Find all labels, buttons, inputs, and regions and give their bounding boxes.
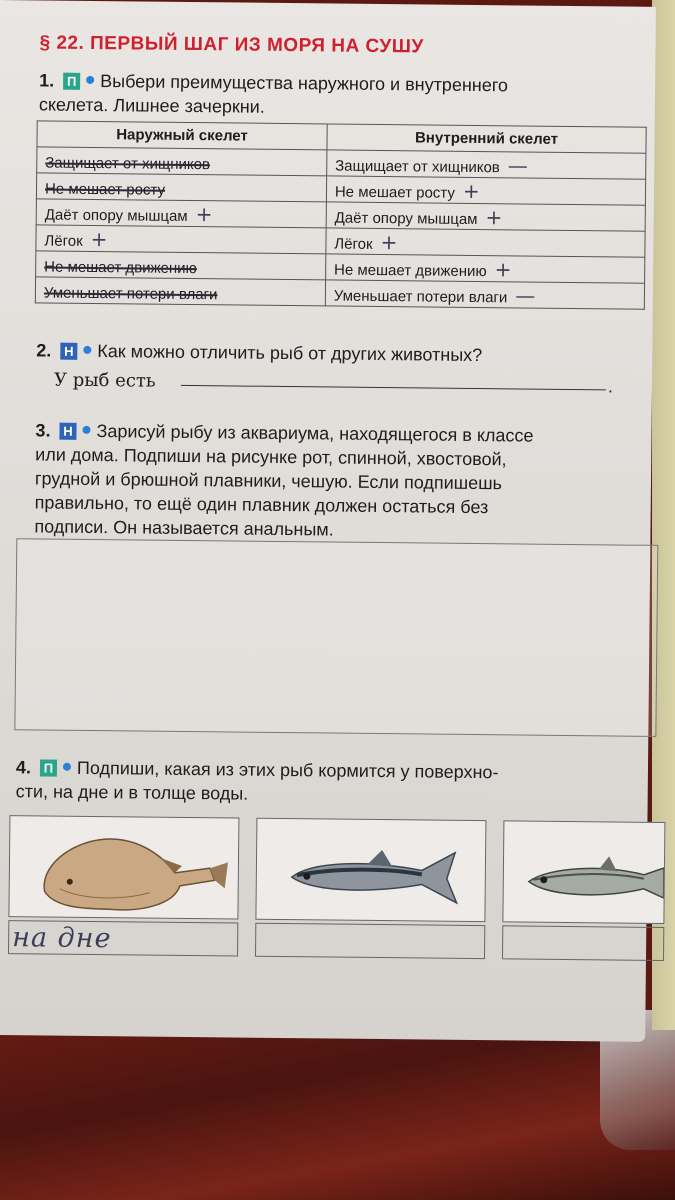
badge-n: Н: [59, 423, 76, 440]
cell-text: Не мешает движению: [44, 257, 197, 277]
salmon-fish-icon: [503, 821, 664, 923]
bullet-dot: [82, 426, 90, 434]
answer-end: .: [607, 376, 614, 397]
skeleton-table: [35, 120, 647, 309]
cell-text: Не мешает росту: [334, 183, 455, 202]
cell-text: Не мешает движению: [333, 261, 487, 280]
cell-text: Защищает от хищников: [335, 157, 500, 176]
cell-external-moisture[interactable]: [35, 277, 325, 306]
bullet-dot: [63, 763, 71, 771]
table-row: [35, 277, 644, 309]
cell-internal-growth[interactable]: [326, 176, 645, 205]
drawing-box[interactable]: [14, 538, 658, 737]
handwritten-mark: +: [494, 256, 512, 281]
cell-internal-light[interactable]: [326, 228, 645, 257]
cell-internal-movement[interactable]: [325, 254, 644, 283]
question-number: 4.: [15, 757, 32, 778]
question-text-line4: правильно, то ещё один плавник должен остаться без: [34, 492, 489, 518]
handwritten-mark: +: [485, 204, 503, 229]
cell-external-movement[interactable]: [36, 251, 326, 280]
question-text-line2: сти, на дне и в толще воды.: [15, 781, 249, 804]
question-text: Как можно отличить рыб от других животных?: [97, 341, 483, 366]
question-text-line5: подписи. Он называется анальным.: [34, 516, 334, 540]
column-header-internal: Внутренний скелет: [327, 124, 646, 153]
handwritten-answer: на дне: [12, 922, 112, 955]
handwritten-mark: +: [380, 229, 398, 254]
cell-text: Даёт опору мышцам: [334, 209, 478, 228]
badge-p: П: [63, 73, 80, 90]
answer-prefix: У рыб есть: [53, 369, 156, 392]
question-2: [36, 338, 482, 367]
question-number: 1.: [39, 70, 55, 91]
handwritten-mark: —: [515, 282, 536, 308]
fish-picture-herring: [255, 818, 486, 922]
cell-text: Защищает от хищников: [45, 153, 211, 173]
question-text-line2: или дома. Подпиши на рисунке рот, спинной, хвостовой,: [35, 444, 507, 470]
bullet-dot: [83, 346, 91, 354]
handwritten-mark: +: [90, 226, 108, 251]
question-4: [16, 755, 499, 808]
cell-external-protects[interactable]: [37, 147, 327, 176]
question-3: [34, 418, 533, 543]
cell-text: Лёгок: [334, 235, 373, 253]
herring-fish-icon: [256, 819, 485, 921]
bullet-dot: [86, 76, 94, 84]
question-number: 3.: [35, 420, 51, 441]
column-header-external: Наружный скелет: [37, 121, 327, 150]
fish-picture-ray: [8, 815, 239, 919]
handwritten-mark: +: [195, 201, 213, 226]
badge-p: П: [40, 759, 57, 776]
handwritten-mark: —: [507, 152, 528, 178]
cell-text: Уменьшает потери влаги: [43, 283, 218, 303]
section-title: § 22. ПЕРВЫЙ ШАГ ИЗ МОРЯ НА СУШУ: [39, 32, 424, 58]
question-text-line2: скелета. Лишнее зачеркни.: [38, 94, 265, 117]
cell-internal-protects[interactable]: [327, 150, 646, 179]
label-box-2[interactable]: [255, 923, 485, 959]
question-number: 2.: [36, 340, 52, 361]
cell-internal-moisture[interactable]: [325, 280, 644, 309]
cell-external-support[interactable]: [36, 199, 326, 228]
question-text: Подпиши, какая из этих рыб кормится у поверхно-: [76, 757, 499, 783]
answer-line[interactable]: [181, 385, 606, 390]
handwritten-mark: +: [462, 178, 480, 203]
question-text: Выбери преимущества наружного и внутреннего: [100, 71, 509, 96]
question-text-line3: грудной и брюшной плавники, чешую. Если подпишешь: [34, 468, 503, 494]
question-1: [39, 68, 508, 121]
cell-text: Лёгок: [44, 231, 83, 250]
cell-external-light[interactable]: [36, 225, 326, 254]
stingray-fish-icon: [9, 816, 238, 918]
cell-external-growth[interactable]: [36, 173, 326, 202]
cell-text: Уменьшает потери влаги: [333, 287, 508, 306]
fish-picture-salmon: [502, 820, 665, 924]
badge-n: Н: [60, 343, 77, 360]
question-text: Зарисуй рыбу из аквариума, находящегося в классе: [96, 421, 534, 446]
cell-text: Не мешает росту: [44, 179, 166, 199]
label-box-3[interactable]: [502, 925, 664, 961]
cell-internal-support[interactable]: [326, 202, 645, 231]
cell-text: Даёт опору мышцам: [44, 205, 188, 225]
